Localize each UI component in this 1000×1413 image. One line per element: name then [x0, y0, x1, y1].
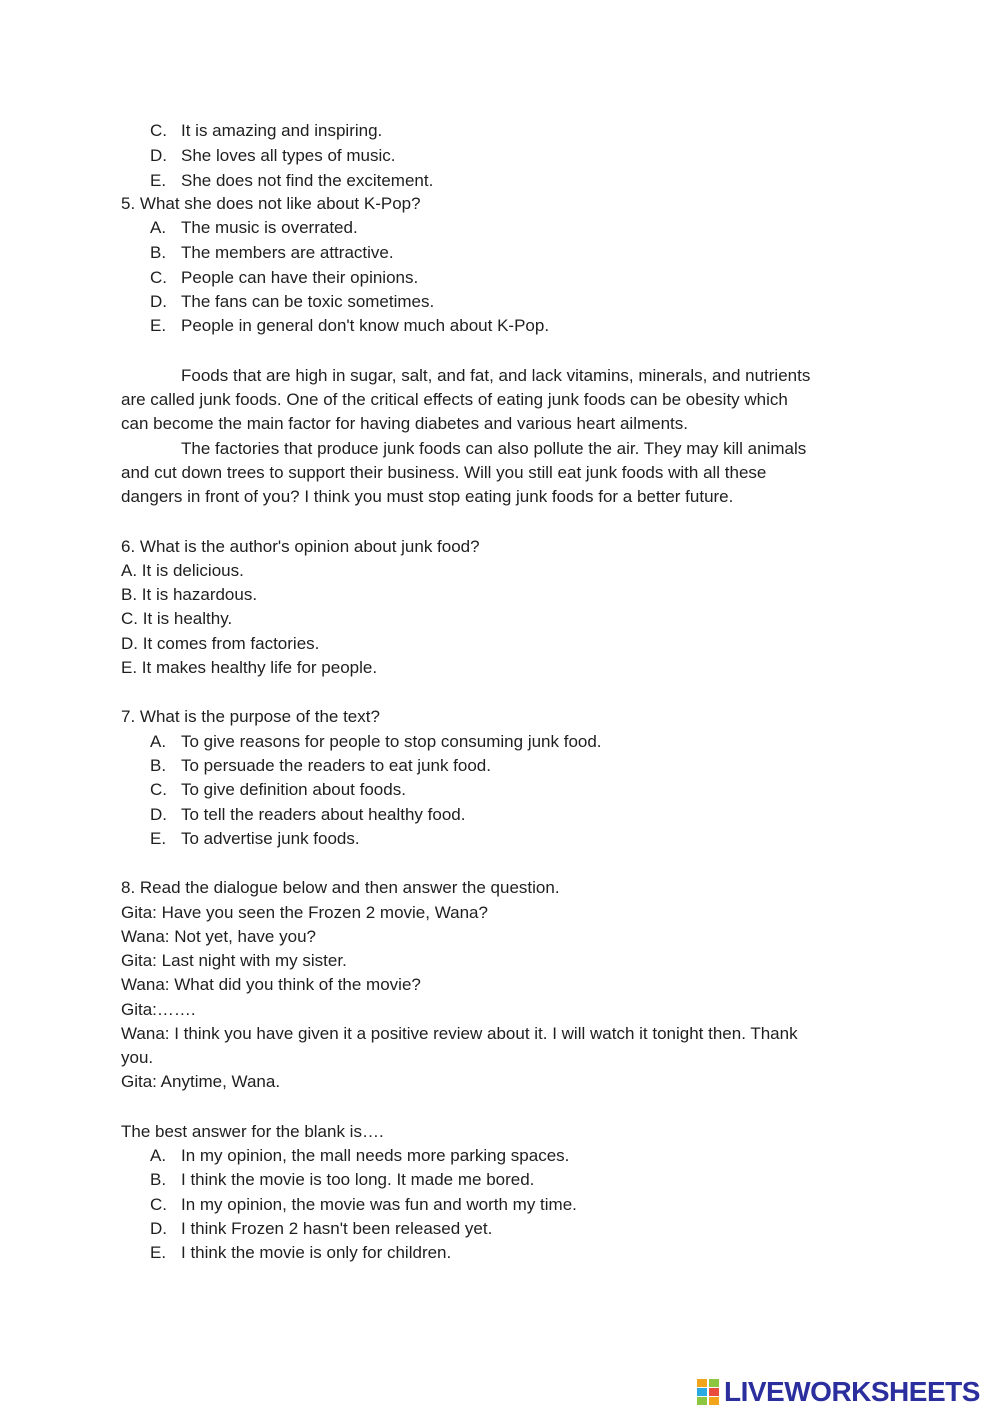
q5-option-d: D. The fans can be toxic sometimes.	[150, 292, 435, 311]
passage-line: are called junk foods. One of the critical effects of eating junk foods can be obesity which	[121, 390, 788, 409]
q6-option-c: C. It is healthy.	[121, 609, 233, 628]
q8-option-b: B. I think the movie is too long. It made me bored.	[150, 1170, 535, 1189]
q5-option-c: C. People can have their opinions.	[150, 268, 419, 287]
passage-line: can become the main factor for having diabetes and various heart ailments.	[121, 414, 688, 433]
liveworksheets-logo-text: LIVEWORKSHEETS	[724, 1376, 980, 1407]
dialogue-line: you.	[121, 1048, 154, 1067]
q4-option-c: C. It is amazing and inspiring.	[150, 121, 383, 140]
dialogue-line: Wana: What did you think of the movie?	[121, 975, 421, 994]
passage-line: and cut down trees to support their business. Will you still eat junk foods with all these	[121, 463, 767, 482]
liveworksheets-logo	[697, 1377, 993, 1407]
q7-option-a: A. To give reasons for people to stop consuming junk food.	[150, 732, 602, 751]
q8-option-d: D. I think Frozen 2 hasn't been released yet.	[150, 1219, 493, 1238]
dialogue-line: Wana: Not yet, have you?	[121, 927, 316, 946]
q7-option-b: B. To persuade the readers to eat junk food.	[150, 756, 491, 775]
q5-question: 5. What she does not like about K-Pop?	[121, 194, 421, 213]
dialogue-line: Gita: Last night with my sister.	[121, 951, 347, 970]
passage-line: Foods that are high in sugar, salt, and fat, and lack vitamins, minerals, and nutrients	[181, 366, 811, 385]
dialogue-line: Gita: Have you seen the Frozen 2 movie, Wana?	[121, 903, 488, 922]
q4-option-d: D. She loves all types of music.	[150, 146, 396, 165]
q5-option-a: A. The music is overrated.	[150, 218, 358, 237]
dialogue-line: Wana: I think you have given it a positive review about it. I will watch it tonight then. Thank	[121, 1024, 798, 1043]
q6-question: 6. What is the author's opinion about junk food?	[121, 537, 480, 556]
q7-question: 7. What is the purpose of the text?	[121, 707, 380, 726]
q6-option-e: E. It makes healthy life for people.	[121, 658, 378, 677]
q6-option-a: A. It is delicious.	[121, 561, 244, 580]
q7-option-e: E. To advertise junk foods.	[150, 829, 360, 848]
passage-line: The factories that produce junk foods can also pollute the air. They may kill animals	[181, 439, 807, 458]
q5-option-e: E. People in general don't know much about K-Pop.	[150, 316, 550, 335]
q5-option-b: B. The members are attractive.	[150, 243, 394, 262]
q4-option-e: E. She does not find the excitement.	[150, 171, 434, 190]
dialogue-line: Gita: Anytime, Wana.	[121, 1072, 281, 1091]
passage-line: dangers in front of you? I think you must stop eating junk foods for a better future.	[121, 487, 734, 506]
q8-option-c: C. In my opinion, the movie was fun and worth my time.	[150, 1195, 577, 1214]
q8-option-a: A. In my opinion, the mall needs more parking spaces.	[150, 1146, 570, 1165]
liveworksheets-logo-icon	[697, 1379, 721, 1405]
q7-option-c: C. To give definition about foods.	[150, 780, 406, 799]
q8-question: 8. Read the dialogue below and then answer the question.	[121, 878, 560, 897]
dialogue-blank-line: Gita:…….	[121, 1000, 196, 1019]
q6-option-d: D. It comes from factories.	[121, 634, 320, 653]
q6-option-b: B. It is hazardous.	[121, 585, 258, 604]
q8-prompt: The best answer for the blank is….	[121, 1122, 384, 1141]
q8-option-e: E. I think the movie is only for children.	[150, 1243, 452, 1262]
q7-option-d: D. To tell the readers about healthy food.	[150, 805, 466, 824]
